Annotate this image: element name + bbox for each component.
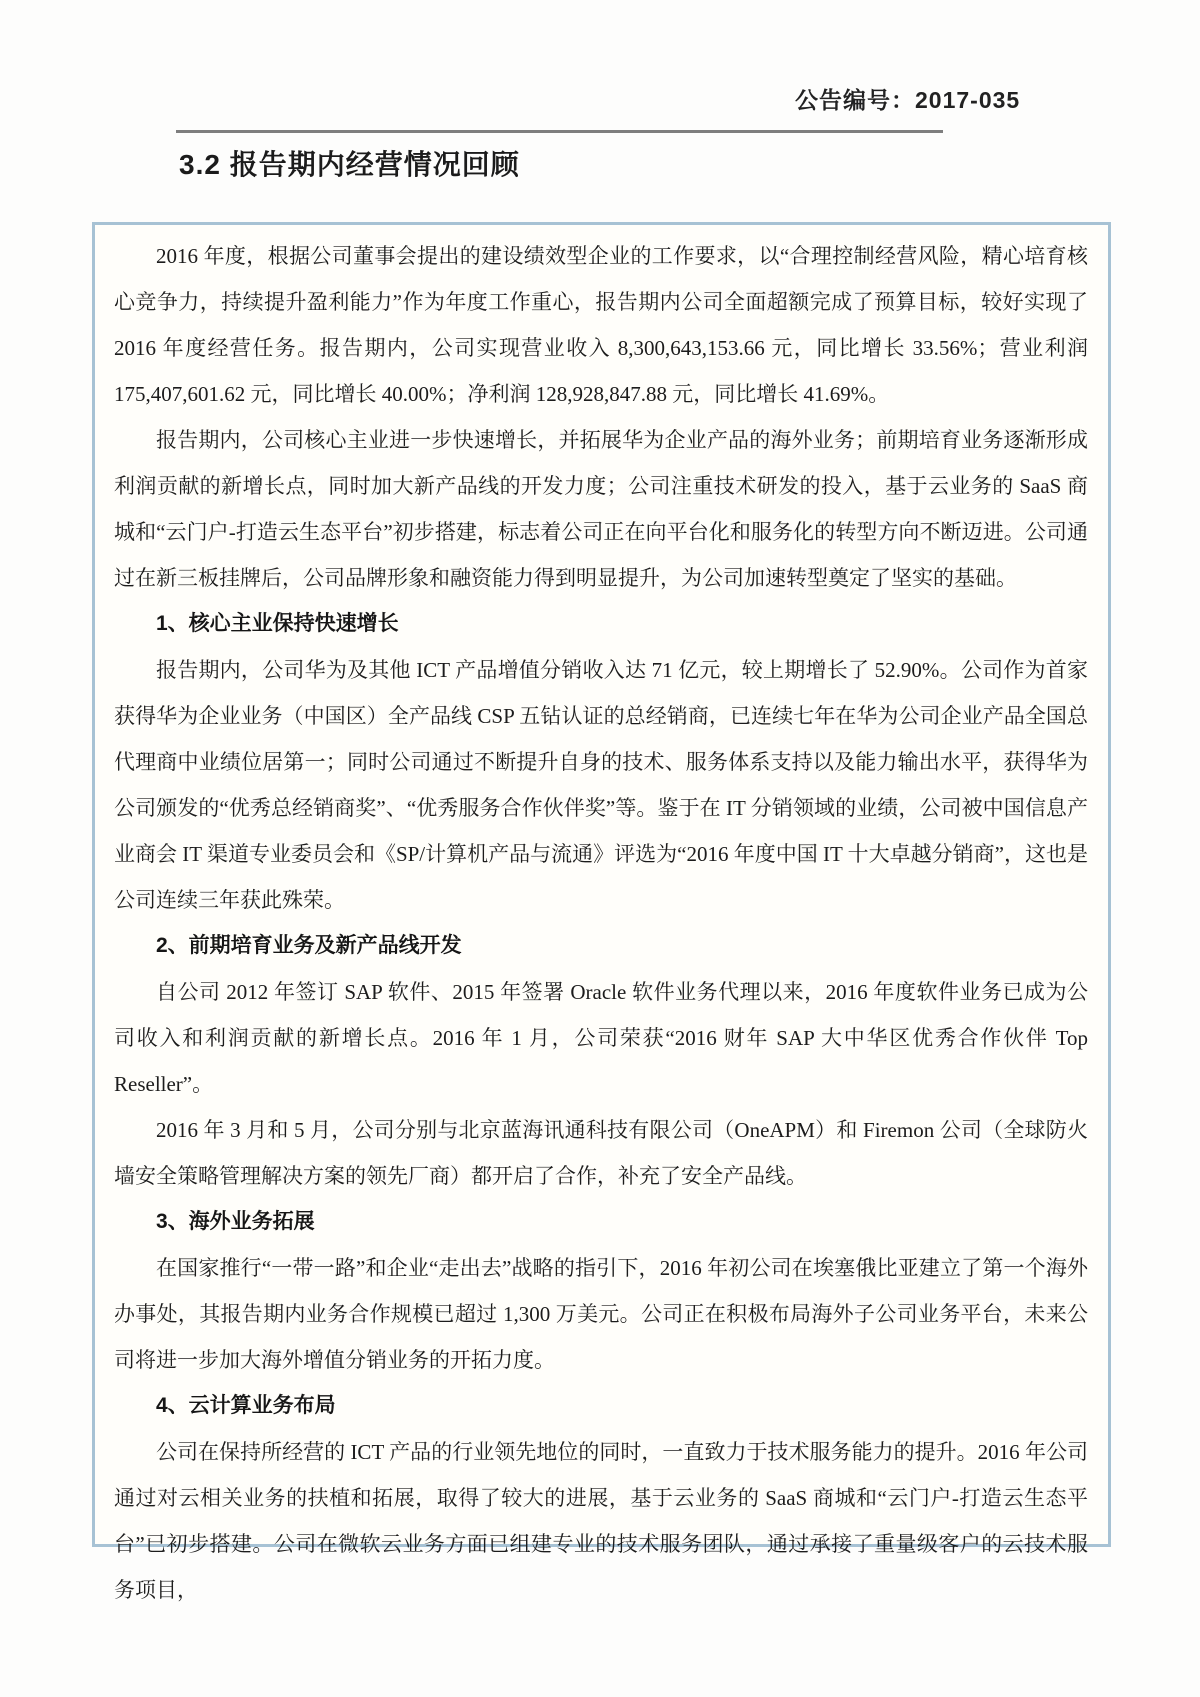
announcement-number: 公告编号：2017-035 xyxy=(795,87,1021,113)
report-body xyxy=(114,233,1088,1613)
report-paragraph: 2016 年 3 月和 5 月，公司分别与北京蓝海讯通科技有限公司（OneAPM）和 Firemon 公司（全球防火墙安全策略管理解决方案的领先厂商）都开启了合作，补充了安全产品线。 xyxy=(114,1118,1088,1188)
report-subheading: 4、云计算业务布局 xyxy=(156,1394,336,1417)
report-paragraph: 2016 年度，根据公司董事会提出的建设绩效型企业的工作要求，以“合理控制经营风险，精心培育核心竞争力，持续提升盈利能力”作为年度工作重心，报告期内公司全面超额完成了预算目标，较好实现了 2016 年度经营任务。报告期内，公司实现营业收入 8,300,643,153.66 元，同比增长 33.56%；营业利润 175,407,601.62 元，同比增长 40.00%；净利润 128,928,847.88 元，同比增长 41.69%。 xyxy=(114,244,1088,406)
report-paragraph: 报告期内，公司华为及其他 ICT 产品增值分销收入达 71 亿元，较上期增长了 52.90%。公司作为首家获得华为企业业务（中国区）全产品线 CSP 五钻认证的总经销商，已连续七年在华为公司企业产品全国总代理商中业绩位居第一；同时公司通过不断提升自身的技术、服务体系支持以及能力输出水平，获得华为公司颁发的“优秀总经销商奖”、“优秀服务合作伙伴奖”等。鉴于在 IT 分销领域的业绩，公司被中国信息产业商会 IT 渠道专业委员会和《SP/计算机产品与流通》评选为“2016 年度中国 IT 十大卓越分销商”，这也是公司连续三年获此殊荣。 xyxy=(114,658,1088,912)
report-subheading: 1、核心主业保持快速增长 xyxy=(156,612,399,635)
report-paragraph: 在国家推行“一带一路”和企业“走出去”战略的指引下，2016 年初公司在埃塞俄比亚建立了第一个海外办事处，其报告期内业务合作规模已超过 1,300 万美元。公司正在积极布局海外子公司业务平台，未来公司将进一步加大海外增值分销业务的开拓力度。 xyxy=(114,1256,1088,1372)
report-paragraph: 报告期内，公司核心主业进一步快速增长，并拓展华为企业产品的海外业务；前期培育业务逐渐形成利润贡献的新增长点，同时加大新产品线的开发力度；公司注重技术研发的投入，基于云业务的 SaaS 商城和“云门户-打造云生态平台”初步搭建，标志着公司正在向平台化和服务化的转型方向不断迈进。公司通过在新三板挂牌后，公司品牌形象和融资能力得到明显提升，为公司加速转型奠定了坚实的基础。 xyxy=(114,428,1088,590)
header-divider xyxy=(176,130,943,133)
report-paragraph: 自公司 2012 年签订 SAP 软件、2015 年签署 Oracle 软件业务代理以来，2016 年度软件业务已成为公司收入和利润贡献的新增长点。2016 年 1 月，公司荣获“2016 财年 SAP 大中华区优秀合作伙伴 Top Reseller”。 xyxy=(114,980,1088,1096)
report-paragraph: 公司在保持所经营的 ICT 产品的行业领先地位的同时，一直致力于技术服务能力的提升。2016 年公司通过对云相关业务的扶植和拓展，取得了较大的进展，基于云业务的 SaaS 商城和“云门户-打造云生态平台”已初步搭建。公司在微软云业务方面已组建专业的技术服务团队，通过承接了重量级客户的云技术服务项目， xyxy=(114,1440,1088,1602)
report-subheading: 3、海外业务拓展 xyxy=(156,1210,315,1233)
report-subheading: 2、前期培育业务及新产品线开发 xyxy=(156,934,462,957)
report-content-box xyxy=(92,222,1111,1602)
section-title: 3.2 报告期内经营情况回顾 xyxy=(179,149,520,180)
